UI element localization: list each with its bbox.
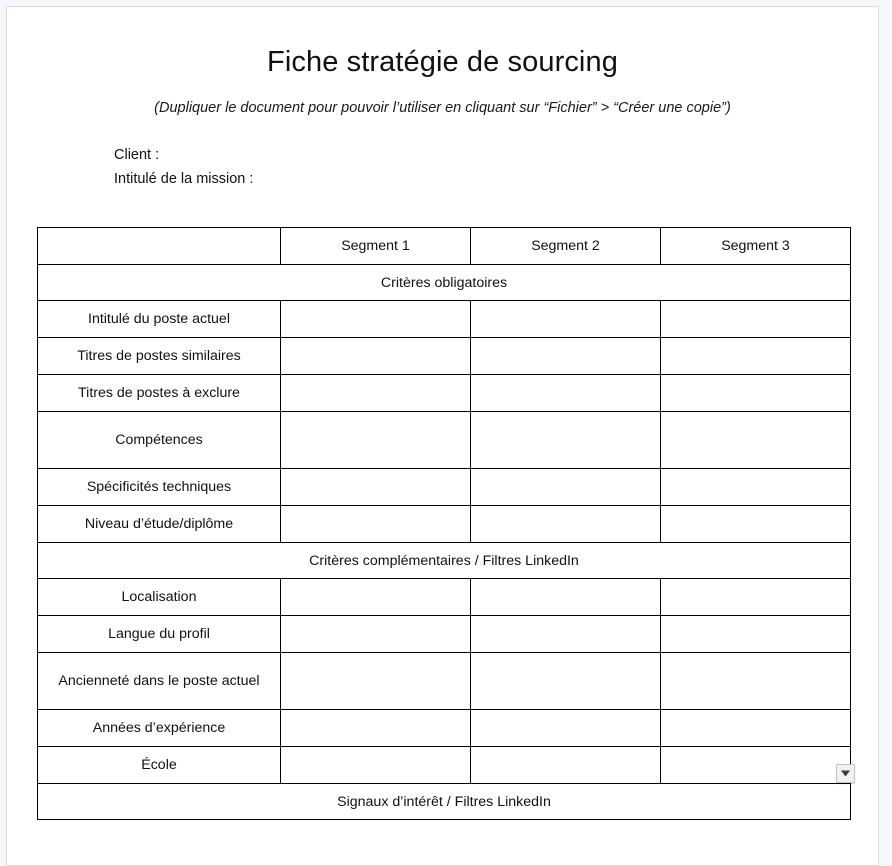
column-header-segment-1[interactable]: Segment 1 (281, 228, 471, 265)
criteria-label-cell[interactable]: Ancienneté dans le poste actuel (38, 653, 281, 710)
section-bar-row (38, 784, 851, 820)
criteria-label-cell[interactable]: Niveau d’étude/diplôme (38, 506, 281, 543)
criteria-label-cell[interactable]: Compétences (38, 412, 281, 469)
section-bar-2: Critères complémentaires / Filtres LinkedIn (38, 543, 851, 579)
document-subtitle: (Dupliquer le document pour pouvoir l’utiliser en cliquant sur “Fichier” > “Créer une copie”) (154, 100, 731, 116)
value-cell-segment-2[interactable] (471, 747, 661, 784)
value-cell-segment-3[interactable] (661, 301, 851, 338)
value-cell-segment-3[interactable] (661, 653, 851, 710)
table-row (38, 375, 851, 412)
value-cell-segment-1[interactable] (281, 506, 471, 543)
value-cell-segment-1[interactable] (281, 469, 471, 506)
value-cell-segment-3[interactable] (661, 710, 851, 747)
criteria-label-cell[interactable]: Titres de postes similaires (38, 338, 281, 375)
value-cell-segment-1[interactable] (281, 412, 471, 469)
value-cell-segment-2[interactable] (471, 301, 661, 338)
mission-label: Intitulé de la mission : (114, 171, 254, 187)
table-corner-cell (38, 228, 281, 265)
criteria-label-cell[interactable]: École (38, 747, 281, 784)
table-row (38, 301, 851, 338)
criteria-label-cell[interactable]: Localisation (38, 579, 281, 616)
value-cell-segment-1[interactable] (281, 338, 471, 375)
criteria-label-cell[interactable]: Langue du profil (38, 616, 281, 653)
value-cell-segment-2[interactable] (471, 710, 661, 747)
value-cell-segment-3[interactable] (661, 616, 851, 653)
value-cell-segment-3[interactable] (661, 375, 851, 412)
table-row (38, 653, 851, 710)
table-row (38, 506, 851, 543)
sourcing-strategy-table (37, 227, 851, 820)
section-bar-row (38, 543, 851, 579)
value-cell-segment-1[interactable] (281, 375, 471, 412)
column-header-segment-3[interactable]: Segment 3 (661, 228, 851, 265)
criteria-label-cell[interactable]: Spécificités techniques (38, 469, 281, 506)
criteria-label-cell[interactable]: Intitulé du poste actuel (38, 301, 281, 338)
table-row (38, 579, 851, 616)
value-cell-segment-1[interactable] (281, 616, 471, 653)
section-bar-1: Critères obligatoires (38, 265, 851, 301)
value-cell-segment-2[interactable] (471, 616, 661, 653)
value-cell-segment-2[interactable] (471, 579, 661, 616)
table-row (38, 616, 851, 653)
value-cell-segment-2[interactable] (471, 469, 661, 506)
chevron-down-icon[interactable] (836, 764, 855, 783)
value-cell-segment-1[interactable] (281, 710, 471, 747)
table-row (38, 338, 851, 375)
table-row (38, 710, 851, 747)
value-cell-segment-3[interactable] (661, 469, 851, 506)
table-row (38, 412, 851, 469)
value-cell-segment-3[interactable] (661, 338, 851, 375)
document-page (6, 6, 879, 866)
section-bar-row (38, 265, 851, 301)
table-header-row (38, 228, 851, 265)
table-row (38, 469, 851, 506)
meta-block (7, 143, 878, 191)
value-cell-segment-1[interactable] (281, 579, 471, 616)
section-bar-3: Signaux d’intérêt / Filtres LinkedIn (38, 784, 851, 820)
value-cell-segment-2[interactable] (471, 375, 661, 412)
column-header-segment-2[interactable]: Segment 2 (471, 228, 661, 265)
value-cell-segment-3[interactable] (661, 412, 851, 469)
criteria-label-cell[interactable]: Années d’expérience (38, 710, 281, 747)
client-label: Client : (114, 147, 160, 163)
value-cell-segment-2[interactable] (471, 653, 661, 710)
value-cell-segment-1[interactable] (281, 747, 471, 784)
value-cell-segment-2[interactable] (471, 412, 661, 469)
page-title: Fiche stratégie de sourcing (267, 46, 618, 78)
value-cell-segment-3[interactable] (661, 579, 851, 616)
value-cell-segment-3[interactable] (661, 506, 851, 543)
value-cell-segment-2[interactable] (471, 506, 661, 543)
value-cell-segment-2[interactable] (471, 338, 661, 375)
value-cell-segment-1[interactable] (281, 301, 471, 338)
criteria-label-cell[interactable]: Titres de postes à exclure (38, 375, 281, 412)
table-row (38, 747, 851, 784)
value-cell-segment-3[interactable] (661, 747, 851, 784)
document-header (7, 7, 878, 191)
value-cell-segment-1[interactable] (281, 653, 471, 710)
